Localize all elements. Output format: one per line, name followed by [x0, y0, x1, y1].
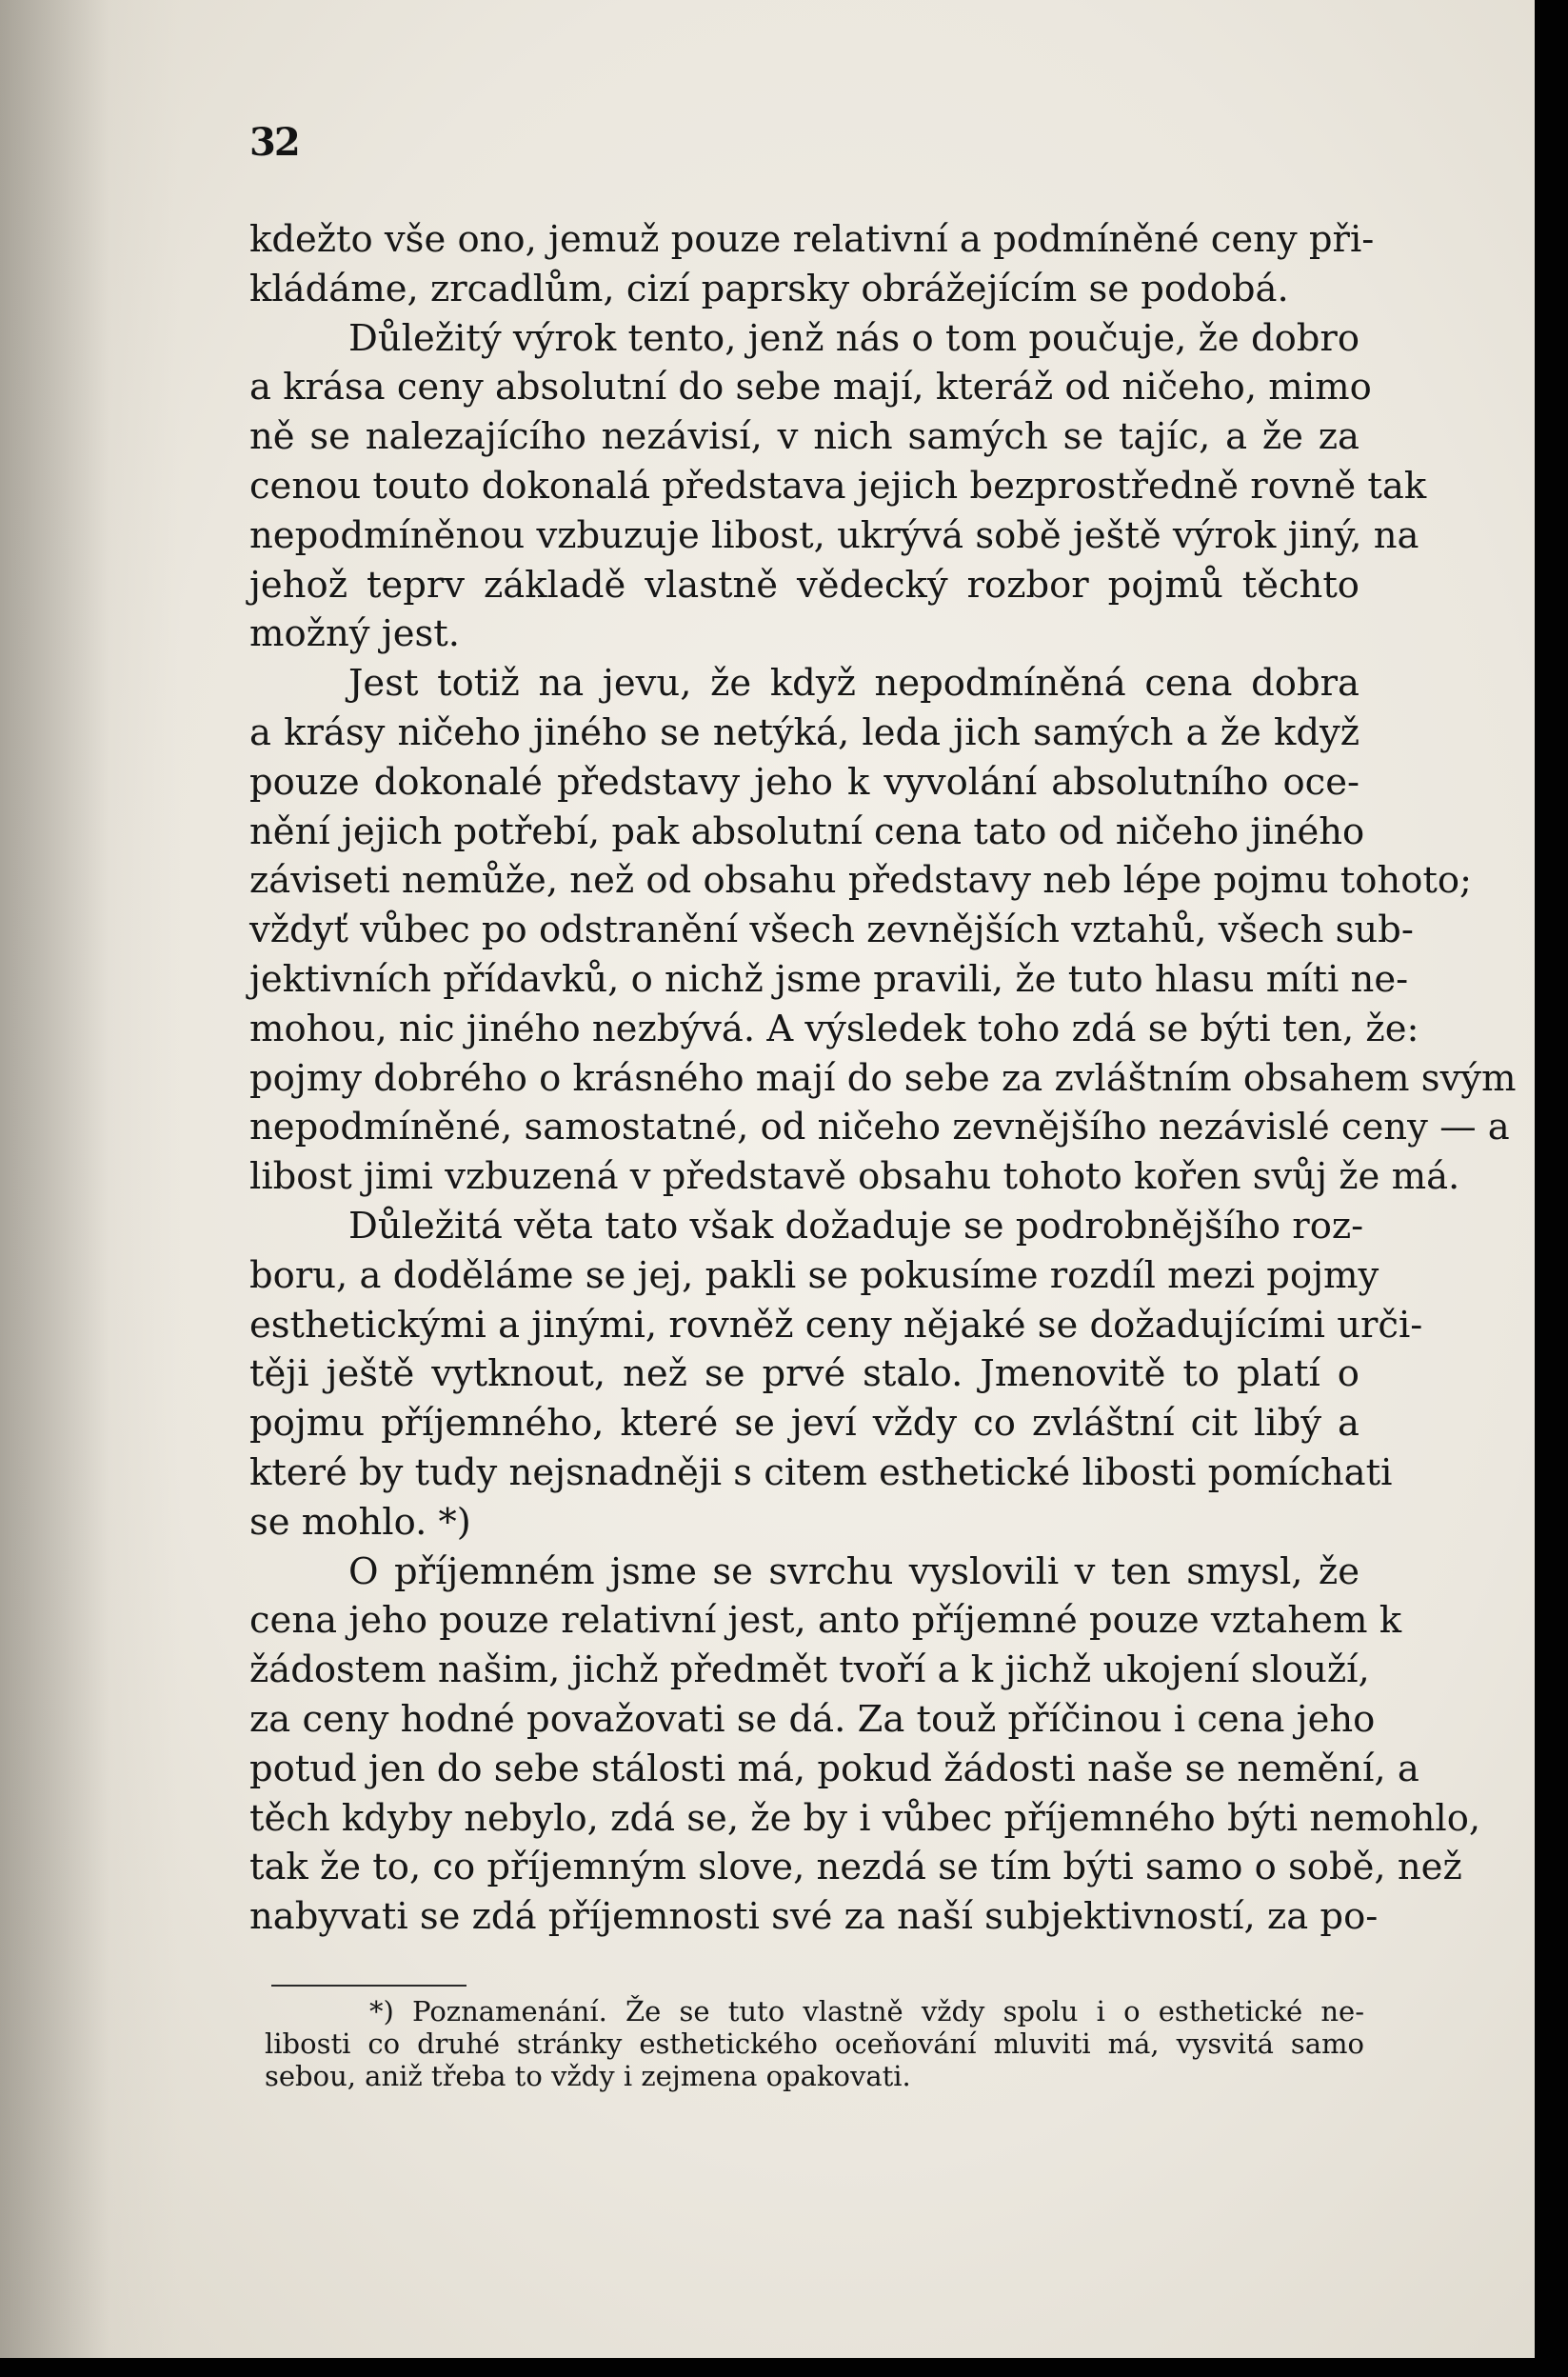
text-line: cena jeho pouze relativní jest, anto příjemné pouze vztahem k: [249, 1599, 1402, 1643]
text-line: nění jejich potřebí, pak absolutní cena tato od ničeho jiného: [249, 809, 1365, 853]
text-line: a krásy ničeho jiného se netýká, leda jich samých a že když: [249, 710, 1360, 754]
footnote-line: libosti co druhé stránky esthetického oceňování mluviti má, vysvitá samo: [265, 2027, 1364, 2060]
text-line: možný jest.: [249, 612, 460, 656]
text-line: kládáme, zrcadlům, cizí paprsky obrážejícím se podobá.: [249, 267, 1289, 310]
text-line: mohou, nic jiného nezbývá. A výsledek toho zdá se býti ten, že:: [249, 1007, 1419, 1050]
text-line: pojmy dobrého o krásného mají do sebe za zvláštním obsahem svým: [249, 1056, 1517, 1100]
footnote: [265, 1995, 1364, 2092]
page-number: 32: [249, 120, 299, 165]
text-line: záviseti nemůže, než od obsahu představy neb lépe pojmu tohoto;: [249, 859, 1472, 903]
footnote-separator: [271, 1985, 466, 1987]
text-line: jehož teprv základě vlastně vědecký rozbor pojmů těchto: [249, 563, 1360, 607]
text-line: těji ještě vytknout, než se prvé stalo. Jmenovitě to platí o: [249, 1352, 1360, 1396]
text-line: nepodmíněnou vzbuzuje libost, ukrývá sobě ještě výrok jiný, na: [249, 513, 1419, 557]
text-line: těch kdyby nebylo, zdá se, že by i vůbec příjemného býti nemohlo,: [249, 1796, 1481, 1840]
text-line: pouze dokonalé představy jeho k vyvolání absolutního oce-: [249, 760, 1360, 804]
text-line: nepodmíněné, samostatné, od ničeho zevnějšího nezávislé ceny — a: [249, 1106, 1510, 1149]
text-line: jektivních přídavků, o nichž jsme pravili, že tuto hlasu míti ne-: [249, 957, 1409, 1001]
text-line: cenou touto dokonalá představa jejich bezprostředně rovně tak: [249, 464, 1427, 508]
text-line: a krása ceny absolutní do sebe mají, kteráž od ničeho, mimo: [249, 366, 1372, 409]
text-line: pojmu příjemného, které se jeví vždy co zvláštní cit libý a: [249, 1402, 1360, 1446]
text-line: za ceny hodné považovati se dá. Za touž příčinou i cena jeho: [249, 1697, 1376, 1741]
scan-border-right: [1535, 0, 1568, 2377]
text-line: kdežto vše ono, jemuž pouze relativní a podmíněné ceny při-: [249, 218, 1375, 261]
text-line: libost jimi vzbuzená v představě obsahu tohoto kořen svůj že má.: [249, 1155, 1460, 1199]
text-line: které by tudy nejsnadněji s citem esthetické libosti pomíchati: [249, 1450, 1393, 1494]
footnote-line: *) Poznamenání. Že se tuto vlastně vždy spolu i o esthetické ne-: [369, 1995, 1364, 2027]
text-line: nabyvati se zdá příjemnosti své za naší subjektivností, za po-: [249, 1895, 1379, 1939]
text-line: se mohlo. *): [249, 1500, 471, 1544]
text-line: žádostem našim, jichž předmět tvoří a k jichž ukojení slouží,: [249, 1648, 1370, 1692]
text-line: vždyť vůbec po odstranění všech zevnějších vztahů, všech sub-: [249, 909, 1414, 952]
scan-border-bottom: [0, 2358, 1568, 2377]
text-line: Jest totiž na jevu, že když nepodmíněná cena dobra: [348, 662, 1360, 706]
text-line: O příjemném jsme se svrchu vyslovili v ten smysl, že: [348, 1549, 1360, 1593]
text-line: Důležitá věta tato však dožaduje se podrobnějšího roz-: [348, 1204, 1364, 1248]
body-text: [249, 215, 1517, 1942]
text-line: potud jen do sebe stálosti má, pokud žádosti naše se nemění, a: [249, 1747, 1419, 1790]
text-line: tak že to, co příjemným slove, nezdá se tím býti samo o sobě, než: [249, 1846, 1462, 1889]
text-line: esthetickými a jinými, rovněž ceny nějaké se dožadujícími urči-: [249, 1303, 1423, 1347]
text-line: ně se nalezajícího nezávisí, v nich samých se tajíc, a že za: [249, 415, 1360, 459]
text-line: Důležitý výrok tento, jenž nás o tom poučuje, že dobro: [348, 316, 1360, 360]
footnote-line: sebou, aniž třeba to vždy i zejmena opakovati.: [265, 2060, 911, 2092]
text-line: boru, a doděláme se jej, pakli se pokusíme rozdíl mezi pojmy: [249, 1253, 1379, 1297]
